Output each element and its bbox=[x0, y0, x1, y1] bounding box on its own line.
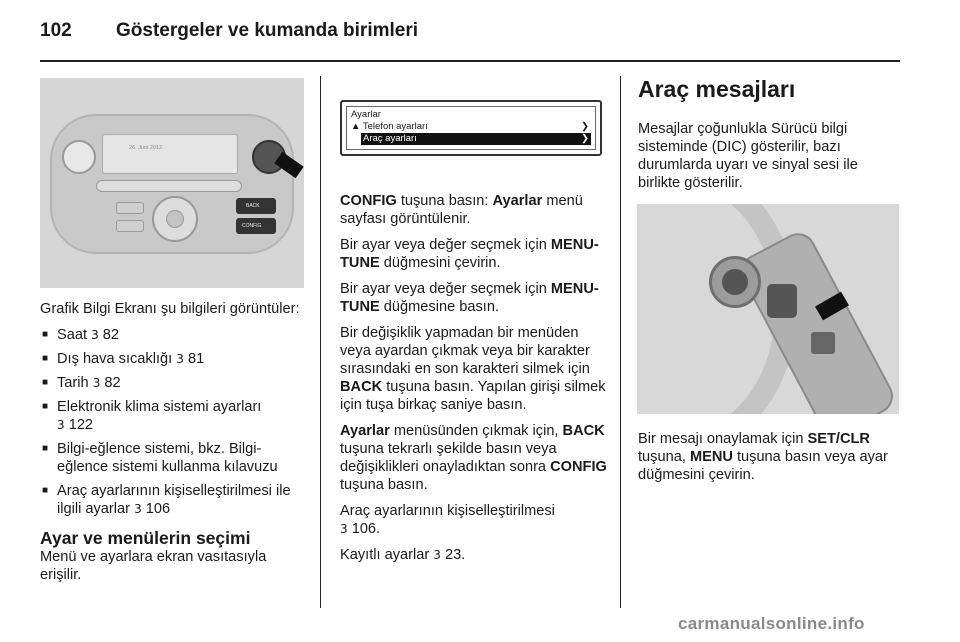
reference-arrow-icon: 3 bbox=[433, 548, 441, 562]
page-reference[interactable]: 81 bbox=[187, 351, 205, 367]
chevron-right-icon: ❯ bbox=[581, 121, 589, 132]
reference-arrow-icon: 3 bbox=[340, 522, 348, 536]
paragraph-text: Bir mesajı onaylamak için bbox=[638, 431, 808, 447]
page-reference[interactable]: 106. bbox=[351, 521, 381, 537]
set-clr-button-icon bbox=[709, 256, 761, 308]
center-dial-icon bbox=[152, 196, 198, 242]
screen-title bbox=[351, 109, 591, 121]
config-button-label: CONFIG bbox=[242, 223, 262, 229]
list-item bbox=[40, 374, 310, 392]
column-3-lower bbox=[638, 430, 902, 492]
reference-arrow-icon: 3 bbox=[91, 328, 99, 342]
paragraph bbox=[638, 430, 902, 484]
list-item-text: Bilgi-eğlence sistemi, bkz. Bilgi-eğlence sistemi kullanma kılavuzu bbox=[57, 441, 278, 475]
paragraph-text: tuşuna, bbox=[638, 449, 690, 465]
paragraph bbox=[340, 502, 608, 538]
column-divider-1 bbox=[320, 76, 321, 608]
key-label: Ayarlar bbox=[492, 193, 543, 209]
reference-arrow-icon: 3 bbox=[57, 418, 65, 432]
list-item bbox=[40, 440, 310, 476]
steering-lever-illustration bbox=[637, 204, 899, 414]
key-label: Ayarlar bbox=[340, 423, 390, 439]
list-item bbox=[40, 398, 310, 434]
paragraph bbox=[340, 546, 608, 564]
screen-menu-item-label: Telefon ayarları bbox=[362, 121, 428, 132]
menu-rocker-icon bbox=[767, 284, 797, 318]
paragraph bbox=[340, 280, 608, 316]
key-label: MENU-TUNE bbox=[340, 281, 599, 315]
display-info-list bbox=[40, 326, 310, 518]
settings-screen-inner bbox=[346, 106, 596, 150]
key-label: CONFIG bbox=[550, 459, 607, 475]
key-label: MENU bbox=[689, 449, 733, 465]
screen-menu-item bbox=[351, 121, 591, 133]
paragraph-text: Kayıtlı ayarlar bbox=[340, 547, 430, 563]
page-reference[interactable]: 82 bbox=[102, 327, 120, 343]
left-button-1 bbox=[116, 202, 144, 214]
paragraph bbox=[340, 422, 608, 494]
left-button-2 bbox=[116, 220, 144, 232]
chevron-right-icon: ❯ bbox=[581, 133, 589, 144]
caret-up-icon: ▲ bbox=[351, 121, 361, 132]
radio-panel-illustration bbox=[40, 78, 304, 288]
radio-display-text: 26. Juni 2012 bbox=[129, 145, 163, 151]
screen-title-text: Ayarlar bbox=[351, 109, 381, 120]
lever-button-icon bbox=[811, 332, 835, 354]
reference-arrow-icon: 3 bbox=[92, 376, 101, 390]
key-label: SET/CLR bbox=[807, 431, 870, 447]
list-item-text: Araç ayarlarının kişiselleştirilmesi ile ilgili ayarlar bbox=[57, 483, 291, 517]
settings-screen-illustration bbox=[340, 100, 602, 156]
config-button-illustration bbox=[236, 218, 276, 234]
section-subheading: Ayar ve menülerin seçimi bbox=[40, 528, 251, 548]
watermark: carmanualsonline.info bbox=[678, 614, 865, 633]
subheading-text: Menü ve ayarlara ekran vasıtasıyla erişilir. bbox=[40, 549, 267, 583]
key-label: CONFIG bbox=[340, 193, 397, 209]
paragraph-text: tuşuna basın veya ayar düğmesini çevirin. bbox=[638, 449, 888, 483]
paragraph-text: tuşuna basın. Yapılan girişi silmek için tuşa birkaç saniye basın. bbox=[340, 379, 606, 413]
paragraph-text: Bir ayar veya değer seçmek için bbox=[340, 237, 551, 253]
list-item-text: Tarih bbox=[57, 375, 89, 391]
list-item-text: Elektronik klima sistemi ayarları bbox=[57, 399, 262, 415]
paragraph-text: Bir ayar veya değer seçmek için bbox=[340, 281, 551, 297]
column-1 bbox=[40, 300, 310, 592]
paragraph-text: menü sayfası görüntülenir. bbox=[340, 193, 583, 227]
page-header bbox=[40, 14, 902, 54]
column-divider-2 bbox=[620, 76, 621, 608]
list-item-text: Dış hava sıcaklığı bbox=[57, 351, 173, 367]
key-label: MENU-TUNE bbox=[340, 237, 599, 271]
page-number: 102 bbox=[40, 20, 72, 41]
center-dial-inner bbox=[166, 210, 184, 228]
page-reference[interactable]: 122 bbox=[68, 417, 94, 433]
set-clr-button-inner bbox=[722, 269, 748, 295]
column3-intro: Mesajlar çoğunlukla Sürücü bilgi sisteminde (DIC) gösterilir, bazı durumlarda uyarı ve sinyal sesi ile birlikte gösterilir. bbox=[638, 121, 858, 191]
page-reference[interactable]: 106 bbox=[145, 501, 171, 517]
screen-menu-item-label: Araç ayarları bbox=[363, 133, 417, 144]
section-heading: Araç mesajları bbox=[638, 76, 796, 102]
preset-buttons-row bbox=[96, 180, 242, 192]
list-item bbox=[40, 350, 310, 368]
back-button-illustration bbox=[236, 198, 276, 214]
screen-menu-item-selected bbox=[361, 133, 591, 145]
power-knob-icon bbox=[62, 140, 96, 174]
paragraph bbox=[340, 324, 608, 414]
paragraph-text: Araç ayarlarının kişiselleştirilmesi bbox=[340, 503, 555, 519]
column1-intro: Grafik Bilgi Ekranı şu bilgileri görüntüler: bbox=[40, 301, 300, 317]
paragraph bbox=[340, 236, 608, 272]
list-item-text: Saat bbox=[57, 327, 88, 343]
key-label: BACK bbox=[340, 379, 383, 395]
page-reference[interactable]: 82 bbox=[104, 375, 121, 391]
back-button-label: BACK bbox=[246, 203, 260, 209]
paragraph bbox=[340, 192, 608, 228]
paragraph-text: Bir değişiklik yapmadan bir menüden veya ayardan çıkmak veya bir karakter sırasındaki en son karakteri silmek için bbox=[340, 325, 590, 377]
paragraph-text: düğmesini çevirin. bbox=[379, 255, 501, 271]
paragraph-text: düğmesine basın. bbox=[379, 299, 499, 315]
column-2 bbox=[340, 192, 608, 572]
paragraph-text: menüsünden çıkmak için, bbox=[389, 423, 563, 439]
column-3 bbox=[638, 120, 902, 200]
reference-arrow-icon: 3 bbox=[134, 502, 142, 516]
paragraph-text: tuşuna basın: bbox=[396, 193, 493, 209]
paragraph-text: tuşuna tekrarlı şekilde basın veya değişiklikleri onayladıktan sonra bbox=[340, 441, 557, 475]
reference-arrow-icon: 3 bbox=[176, 352, 184, 366]
page-reference[interactable]: 23. bbox=[444, 547, 466, 563]
radio-display bbox=[102, 134, 238, 174]
key-label: BACK bbox=[562, 423, 605, 439]
list-item bbox=[40, 326, 310, 344]
header-divider bbox=[40, 60, 900, 62]
list-item bbox=[40, 482, 310, 518]
paragraph-text: tuşuna basın. bbox=[340, 477, 428, 493]
page-title: Göstergeler ve kumanda birimleri bbox=[116, 20, 419, 41]
